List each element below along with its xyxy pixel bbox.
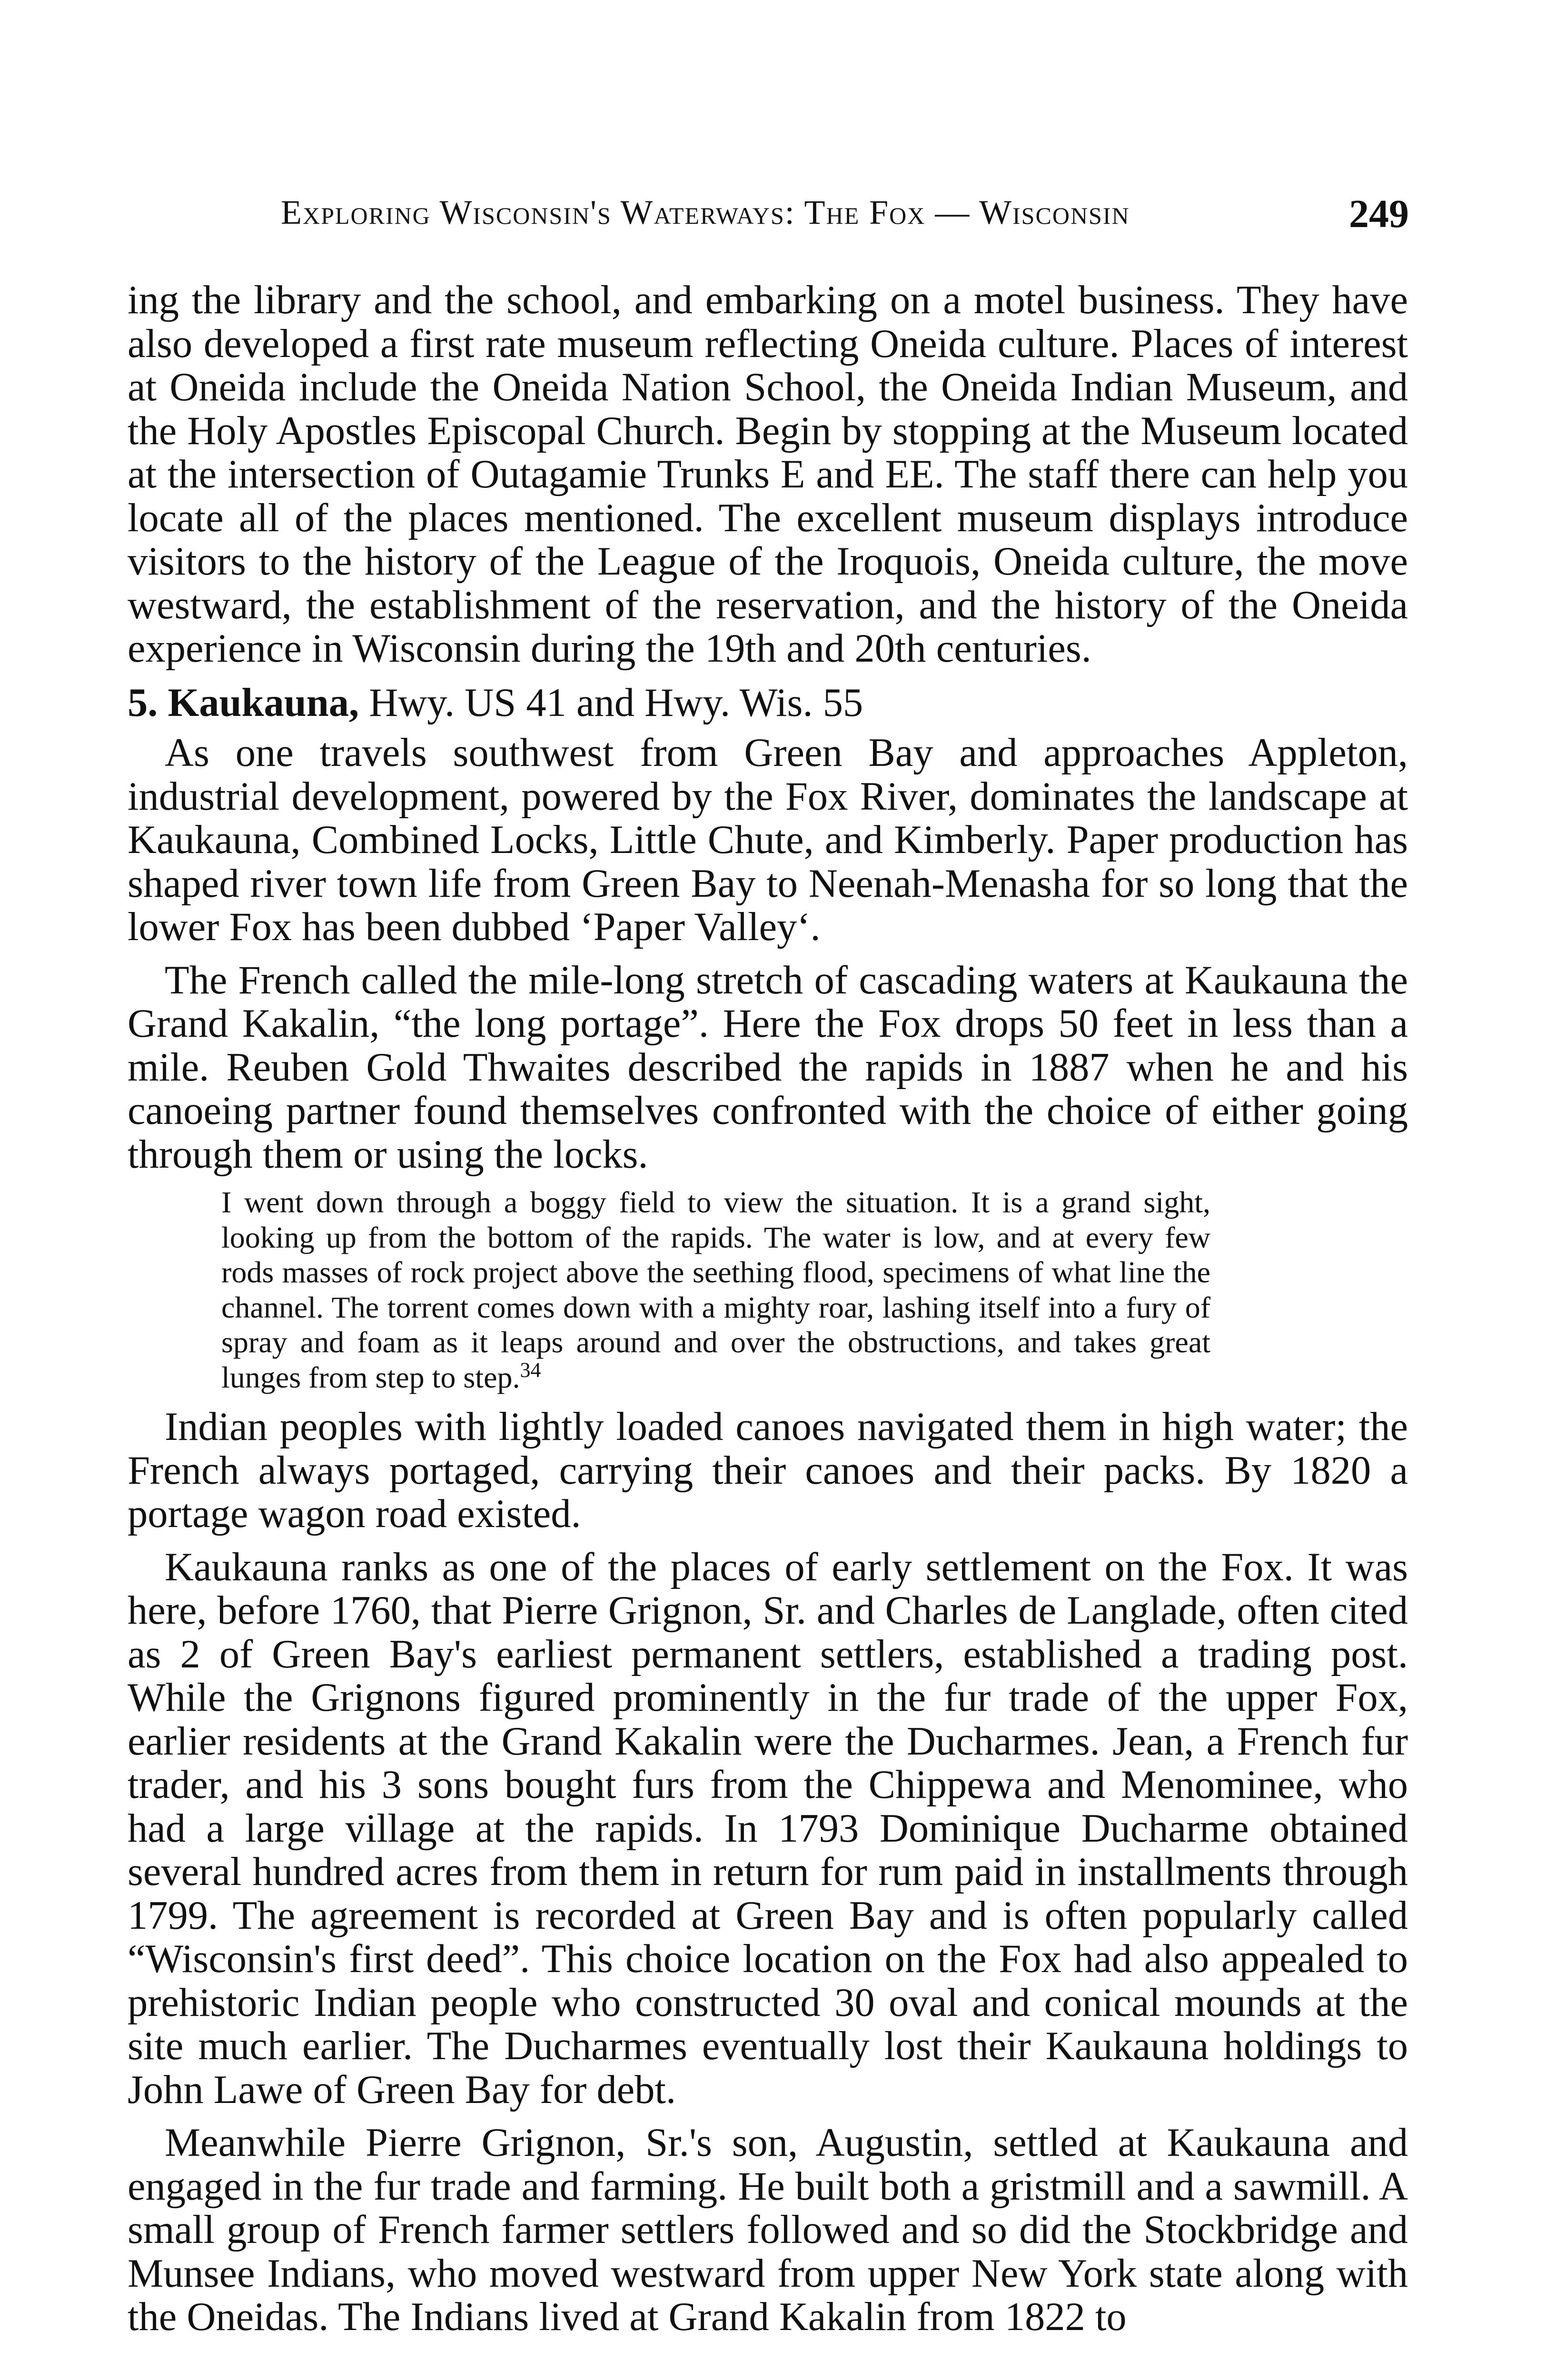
running-head bbox=[129, 193, 1409, 250]
section-heading bbox=[128, 681, 1408, 725]
paragraph-paper-valley: As one travels southwest from Green Bay and approaches Appleton, industrial development, powered by the Fox River, dominates the landscape at Kaukauna, Combined Locks, Little Chute, and Kimberly. Paper production has shaped river town life from Green Bay to Neenah-Menasha for so long that the lower Fox has been dubbed ‘Paper Valley‘. bbox=[128, 731, 1408, 949]
paragraph-portage: Indian peoples with lightly loaded canoes navigated them in high water; the French always portaged, carrying their canoes and their packs. By 1820 a portage wagon road existed. bbox=[128, 1405, 1408, 1536]
paragraph-grand-kakalin: The French called the mile-long stretch of cascading waters at Kaukauna the Grand Kakalin, “the long portage”. Here the Fox drops 50 feet in less than a mile. Reuben Gold Thwaites described the rapids in 1887 when he and his canoeing partner found themselves confronted with the choice of either going through them or using the locks. bbox=[128, 958, 1408, 1177]
section-heading-location: Hwy. US 41 and Hwy. Wis. 55 bbox=[369, 680, 863, 725]
running-title: Exploring Wisconsin's Waterways: The Fox — Wisconsin bbox=[281, 193, 1130, 231]
quote-text bbox=[221, 1185, 1210, 1395]
thwaites-quote bbox=[128, 1185, 1408, 1395]
paragraph-continued: ing the library and the school, and embarking on a motel business. They have also developed a first rate museum reflecting Oneida culture. Places of interest at Oneida include the Oneida Nation School, the Oneida Indian Museum, and the Holy Apostles Episcopal Church. Begin by stopping at the Museum located at the intersection of Outagamie Trunks E and EE. The staff there can help you locate all of the places mentioned. The excellent museum displays introduce visitors to the history of the League of the Iroquois, Oneida culture, the move westward, the establishment of the reservation, and the history of the Oneida experience in Wisconsin during the 19th and 20th centuries. bbox=[128, 278, 1408, 671]
paragraph-augustin-grignon: Meanwhile Pierre Grignon, Sr.'s son, Augustin, settled at Kaukauna and engaged in the fur trade and farming. He built both a gristmill and a sawmill. A small group of French farmer settlers followed and so did the Stockbridge and Munsee Indians, who moved westward from upper New York state along with the Oneidas. The Indians lived at Grand Kakalin from 1822 to bbox=[128, 2121, 1408, 2339]
page-number: 249 bbox=[1349, 192, 1409, 236]
body-text bbox=[128, 278, 1408, 2339]
footnote-marker: 34 bbox=[520, 1358, 541, 1382]
paragraph-early-settlement: Kaukauna ranks as one of the places of early settlement on the Fox. It was here, before 1760, that Pierre Grignon, Sr. and Charles de Langlade, often cited as 2 of Green Bay's earliest permanent settlers, established a trading post. While the Grignons figured prominently in the fur trade of the upper Fox, earlier residents at the Grand Kakalin were the Ducharmes. Jean, a French fur trader, and his 3 sons bought furs from the Chippewa and Menominee, who had a large village at the rapids. In 1793 Dominique Ducharme obtained several hundred acres from them in return for rum paid in installments through 1799. The agreement is recorded at Green Bay and is often popularly called “Wisconsin's first deed”. This choice location on the Fox had also appealed to prehistoric Indian people who constructed 30 oval and conical mounds at the site much earlier. The Ducharmes eventually lost their Kaukauna holdings to John Lawe of Green Bay for debt. bbox=[128, 1545, 1408, 2112]
quote-body: I went down through a boggy field to view the situation. It is a grand sight, looking up from the bottom of the rapids. The water is low, and at every few rods masses of rock project above the seething flood, specimens of what line the channel. The torrent comes down with a mighty roar, lashing itself into a fury of spray and foam as it leaps around and over the obstructions, and takes great lunges from step to step. bbox=[221, 1185, 1210, 1394]
section-heading-title: 5. Kaukauna, bbox=[128, 680, 359, 725]
